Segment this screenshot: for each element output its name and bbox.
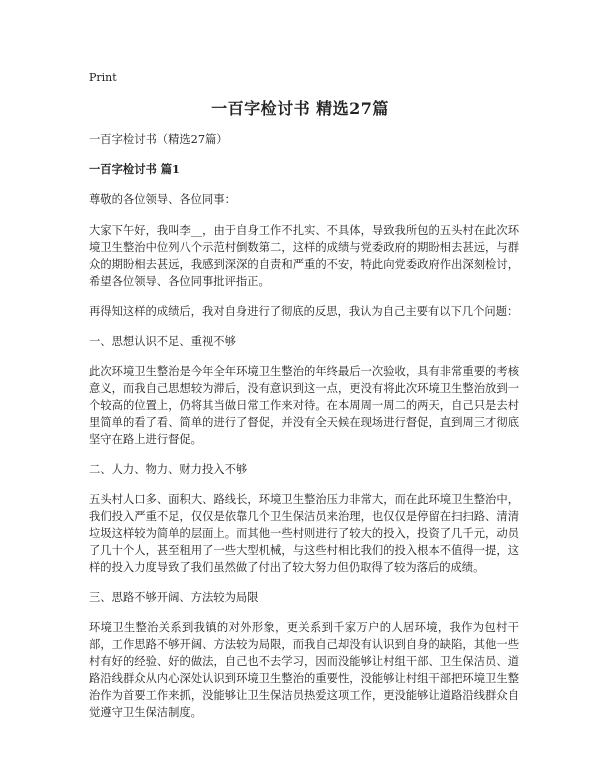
- paragraph-section-1: 此次环境卫生整治是今年全年环境卫生整治的年终最后一次验收，具有非常重要的考核意义，而我自己思想较为滞后，没有意识到这一点，更没有将此次环境卫生整治放到一个较高的位置上，仍将其当做日常工作来对待。在本周周一周二的两天，自己只是去村里简单的看了看、简单的进行了督促，并没有全天候在现场进行督促，直到周三才彻底坚守在路上进行督促。: [89, 365, 519, 446]
- paragraph-reflection: 再得知这样的成绩后，我对自身进行了彻底的反思，我认为自己主要有以下几个问题：: [89, 305, 519, 318]
- section-heading-1: 一、思想认识不足、重视不够: [89, 335, 236, 348]
- document-body: [89, 131, 519, 734]
- document-subtitle: 一百字检讨书（精选27篇）: [89, 133, 228, 146]
- paragraph-section-2: 五头村人口多、面积大、路线长，环境卫生整治压力非常大，而在此环境卫生整治中，我们投入严重不足，仅仅是依靠几个卫生保洁员来治理，也仅仅是停留在扫扫路、清清垃圾这样较为简单的层面上。而其他一些村则进行了较大的投入，投资了几千元，动员了几十个人，甚至租用了一些大型机械，与这些村相比我们的投入根本不值得一提，这样的投入力度导致了我们虽然做了付出了较大努力但仍取得了较为落后的成绩。: [89, 493, 519, 574]
- greeting: 尊敬的各位领导、各位同事：: [89, 193, 236, 206]
- section-heading-2: 二、人力、物力、财力投入不够: [89, 463, 248, 476]
- page-title: 一百字检讨书 精选27篇: [211, 99, 389, 118]
- print-link[interactable]: Print: [89, 71, 117, 84]
- paragraph-intro: 大家下午好，我叫李__，由于自身工作不扎实、不具体，导致我所包的五头村在此次环境卫生整治中位列八个示范村倒数第二，这样的成绩与党委政府的期盼相去甚远，与群众的期盼相去甚远，我感到深深的自责和严重的不安，特此向党委政府作出深刻检讨，希望各位领导、各位同事批评指正。: [89, 224, 519, 288]
- section-heading: 一百字检讨书 篇1: [89, 162, 180, 176]
- section-heading-3: 三、思路不够开阔、方法较为局限: [89, 591, 259, 604]
- paragraph-section-3: 环境卫生整治关系到我镇的对外形象，更关系到千家万户的人居环境，我作为包村干部，工作思路不够开阔、方法较为局限，而我自己却没有认识到自身的缺陷，其他一些村有好的经验、好的做法，自己也不去学习，因而没能够让村组干部、卫生保洁员、道路沿线群众从内心深处认识到环境卫生整治的重要性，没能够让村组干部把环境卫生整治作为首要工作来抓，没能够让卫生保洁员热爱这项工作，更没能够让道路沿线群众自觉遵守卫生保洁制度。: [89, 621, 519, 719]
